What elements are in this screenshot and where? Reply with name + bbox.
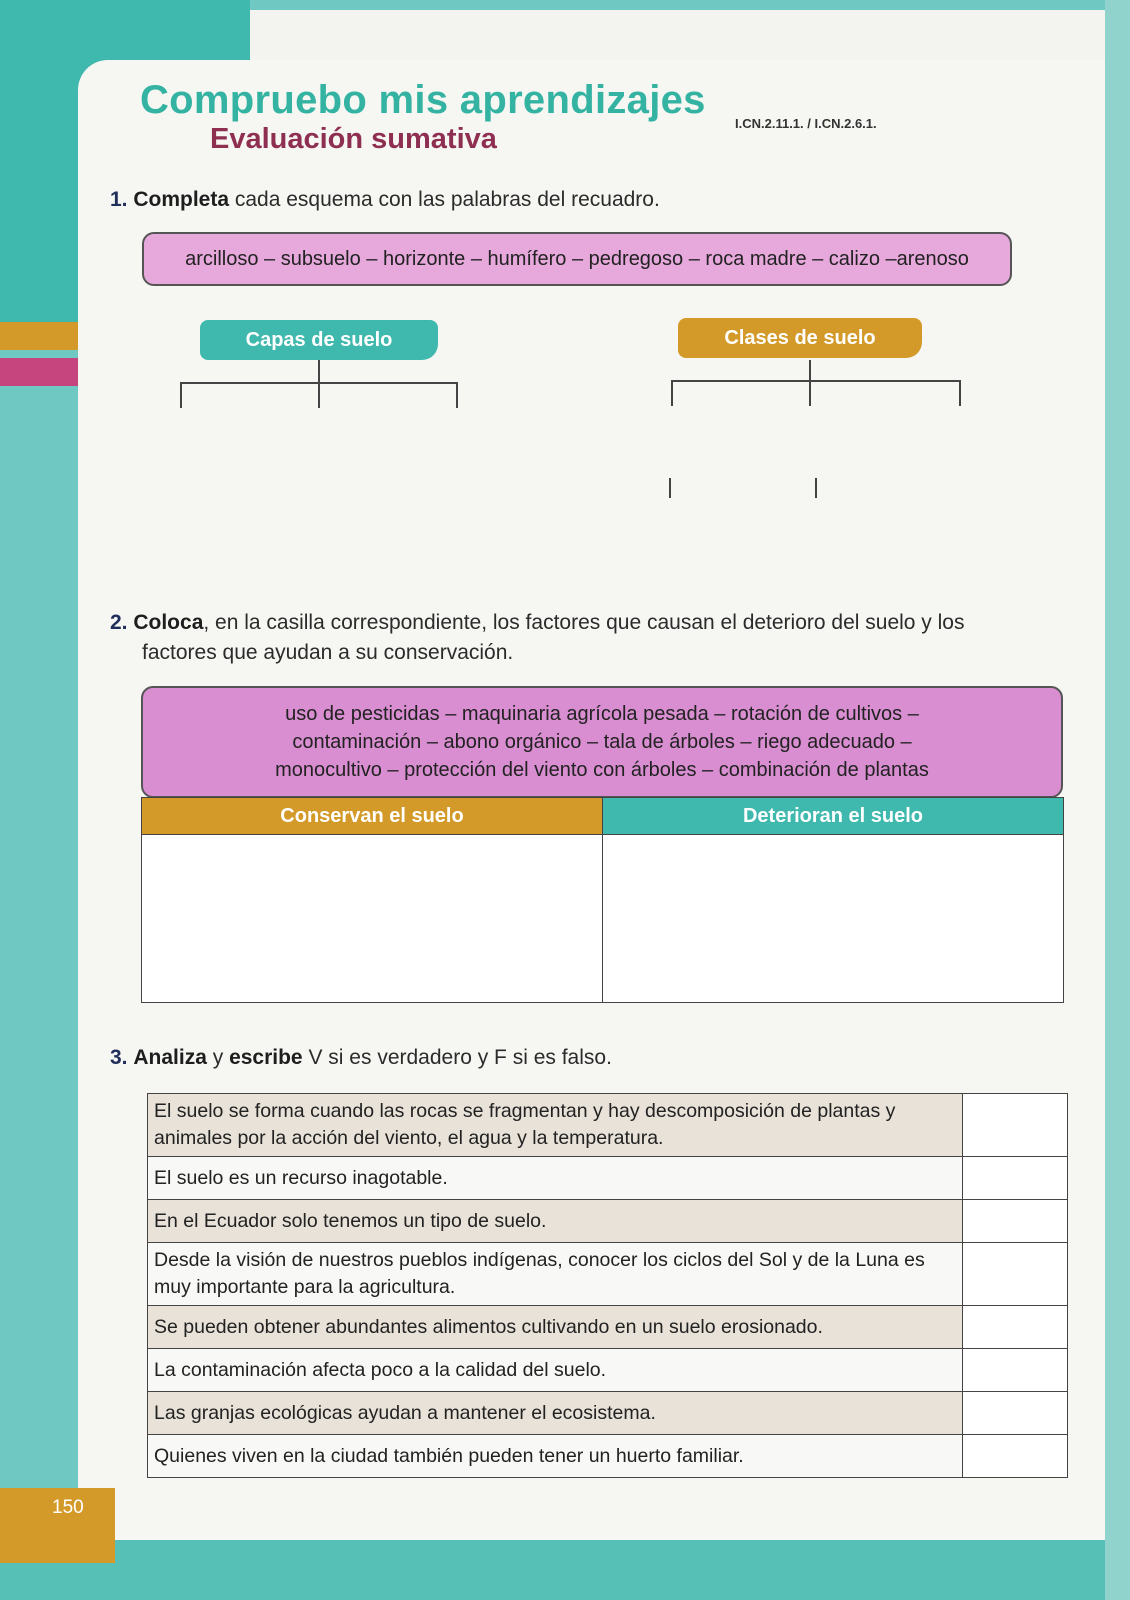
- answer-box[interactable]: [963, 1306, 1068, 1349]
- tree-connector: [669, 478, 671, 498]
- question-verb: Completa: [133, 188, 230, 211]
- question-text: cada esquema con las palabras del recuadro.: [229, 188, 660, 211]
- table-row: [148, 1349, 1068, 1392]
- question-3: [110, 1043, 612, 1073]
- question-text: , en la casilla correspondiente, los factores que causan el deterioro del suelo y los: [203, 611, 965, 634]
- word-line: monocultivo – protección del viento con árboles – combinación de plantas: [275, 759, 929, 781]
- diagram-label-classes: Clases de suelo: [678, 318, 922, 358]
- table-row: [148, 1392, 1068, 1435]
- question-2: [110, 608, 1050, 668]
- tree-connector: [959, 380, 961, 406]
- question-text: V si es verdadero y F si es falso.: [302, 1046, 612, 1069]
- curriculum-code: I.CN.2.11.1. / I.CN.2.6.1.: [735, 116, 877, 131]
- question-text: y: [206, 1046, 230, 1069]
- tree-connector: [815, 478, 817, 498]
- answer-box[interactable]: [963, 1392, 1068, 1435]
- table-row: [148, 1094, 1068, 1157]
- tree-connector: [318, 382, 320, 408]
- statement: Las granjas ecológicas ayudan a mantener el ecosistema.: [148, 1392, 963, 1435]
- statement: La contaminación afecta poco a la calidad del suelo.: [148, 1349, 963, 1392]
- question-number: 3.: [110, 1046, 128, 1069]
- table-row: [148, 1157, 1068, 1200]
- table-row: [148, 1306, 1068, 1349]
- tree-connector: [671, 380, 673, 406]
- word-line: contaminación – abono orgánico – tala de árboles – riego adecuado –: [292, 731, 912, 753]
- question-text: factores que ayudan a su conservación.: [142, 641, 514, 664]
- question-number: 2.: [110, 611, 128, 634]
- side-tab-gold: [0, 322, 78, 350]
- answer-cell-conserve[interactable]: [142, 835, 603, 1003]
- statement: Desde la visión de nuestros pueblos indígenas, conocer los ciclos del Sol y de la Luna es muy importante para la agricultura.: [148, 1243, 963, 1306]
- page-title: Compruebo mis aprendizajes: [140, 78, 706, 122]
- side-tab-pink: [0, 358, 78, 386]
- statement: Quienes viven en la ciudad también pueden tener un huerto familiar.: [148, 1435, 963, 1478]
- answer-cell-deteriorate[interactable]: [603, 835, 1064, 1003]
- question-verb: Analiza: [133, 1046, 207, 1069]
- answer-box[interactable]: [963, 1349, 1068, 1392]
- page-subtitle: Evaluación sumativa: [210, 123, 497, 155]
- statement: En el Ecuador solo tenemos un tipo de suelo.: [148, 1200, 963, 1243]
- tree-connector: [318, 360, 320, 382]
- word-box-2: [141, 686, 1063, 798]
- diagram-label-layers: Capas de suelo: [200, 320, 438, 360]
- page-number: 150: [52, 1497, 84, 1518]
- statement: Se pueden obtener abundantes alimentos cultivando en un suelo erosionado.: [148, 1306, 963, 1349]
- tree-connector: [809, 380, 811, 406]
- word-line: uso de pesticidas – maquinaria agrícola pesada – rotación de cultivos –: [285, 703, 919, 725]
- answer-box[interactable]: [963, 1243, 1068, 1306]
- column-header-deteriorate: Deterioran el suelo: [603, 798, 1064, 835]
- question-verb: escribe: [229, 1046, 303, 1069]
- answer-box[interactable]: [963, 1157, 1068, 1200]
- table-row: [148, 1243, 1068, 1306]
- question-number: 1.: [110, 188, 128, 211]
- question-1: [110, 185, 660, 215]
- answer-box[interactable]: [963, 1435, 1068, 1478]
- true-false-table: [147, 1093, 1068, 1478]
- table-row: [148, 1200, 1068, 1243]
- statement: El suelo se forma cuando las rocas se fragmentan y hay descomposición de plantas y animales por la acción del viento, el agua y la temperatura.: [148, 1094, 963, 1157]
- tree-connector: [456, 382, 458, 408]
- classification-table: [141, 797, 1064, 1003]
- answer-box[interactable]: [963, 1200, 1068, 1243]
- column-header-conserve: Conservan el suelo: [142, 798, 603, 835]
- word-box-1: arcilloso – subsuelo – horizonte – humífero – pedregoso – roca madre – calizo –arenoso: [142, 232, 1012, 286]
- tree-connector: [809, 360, 811, 380]
- tree-connector: [671, 380, 961, 382]
- answer-box[interactable]: [963, 1094, 1068, 1157]
- table-row: [148, 1435, 1068, 1478]
- tree-connector: [180, 382, 182, 408]
- statement: El suelo es un recurso inagotable.: [148, 1157, 963, 1200]
- background-right-strip: [1105, 0, 1130, 1600]
- question-verb: Coloca: [133, 611, 204, 634]
